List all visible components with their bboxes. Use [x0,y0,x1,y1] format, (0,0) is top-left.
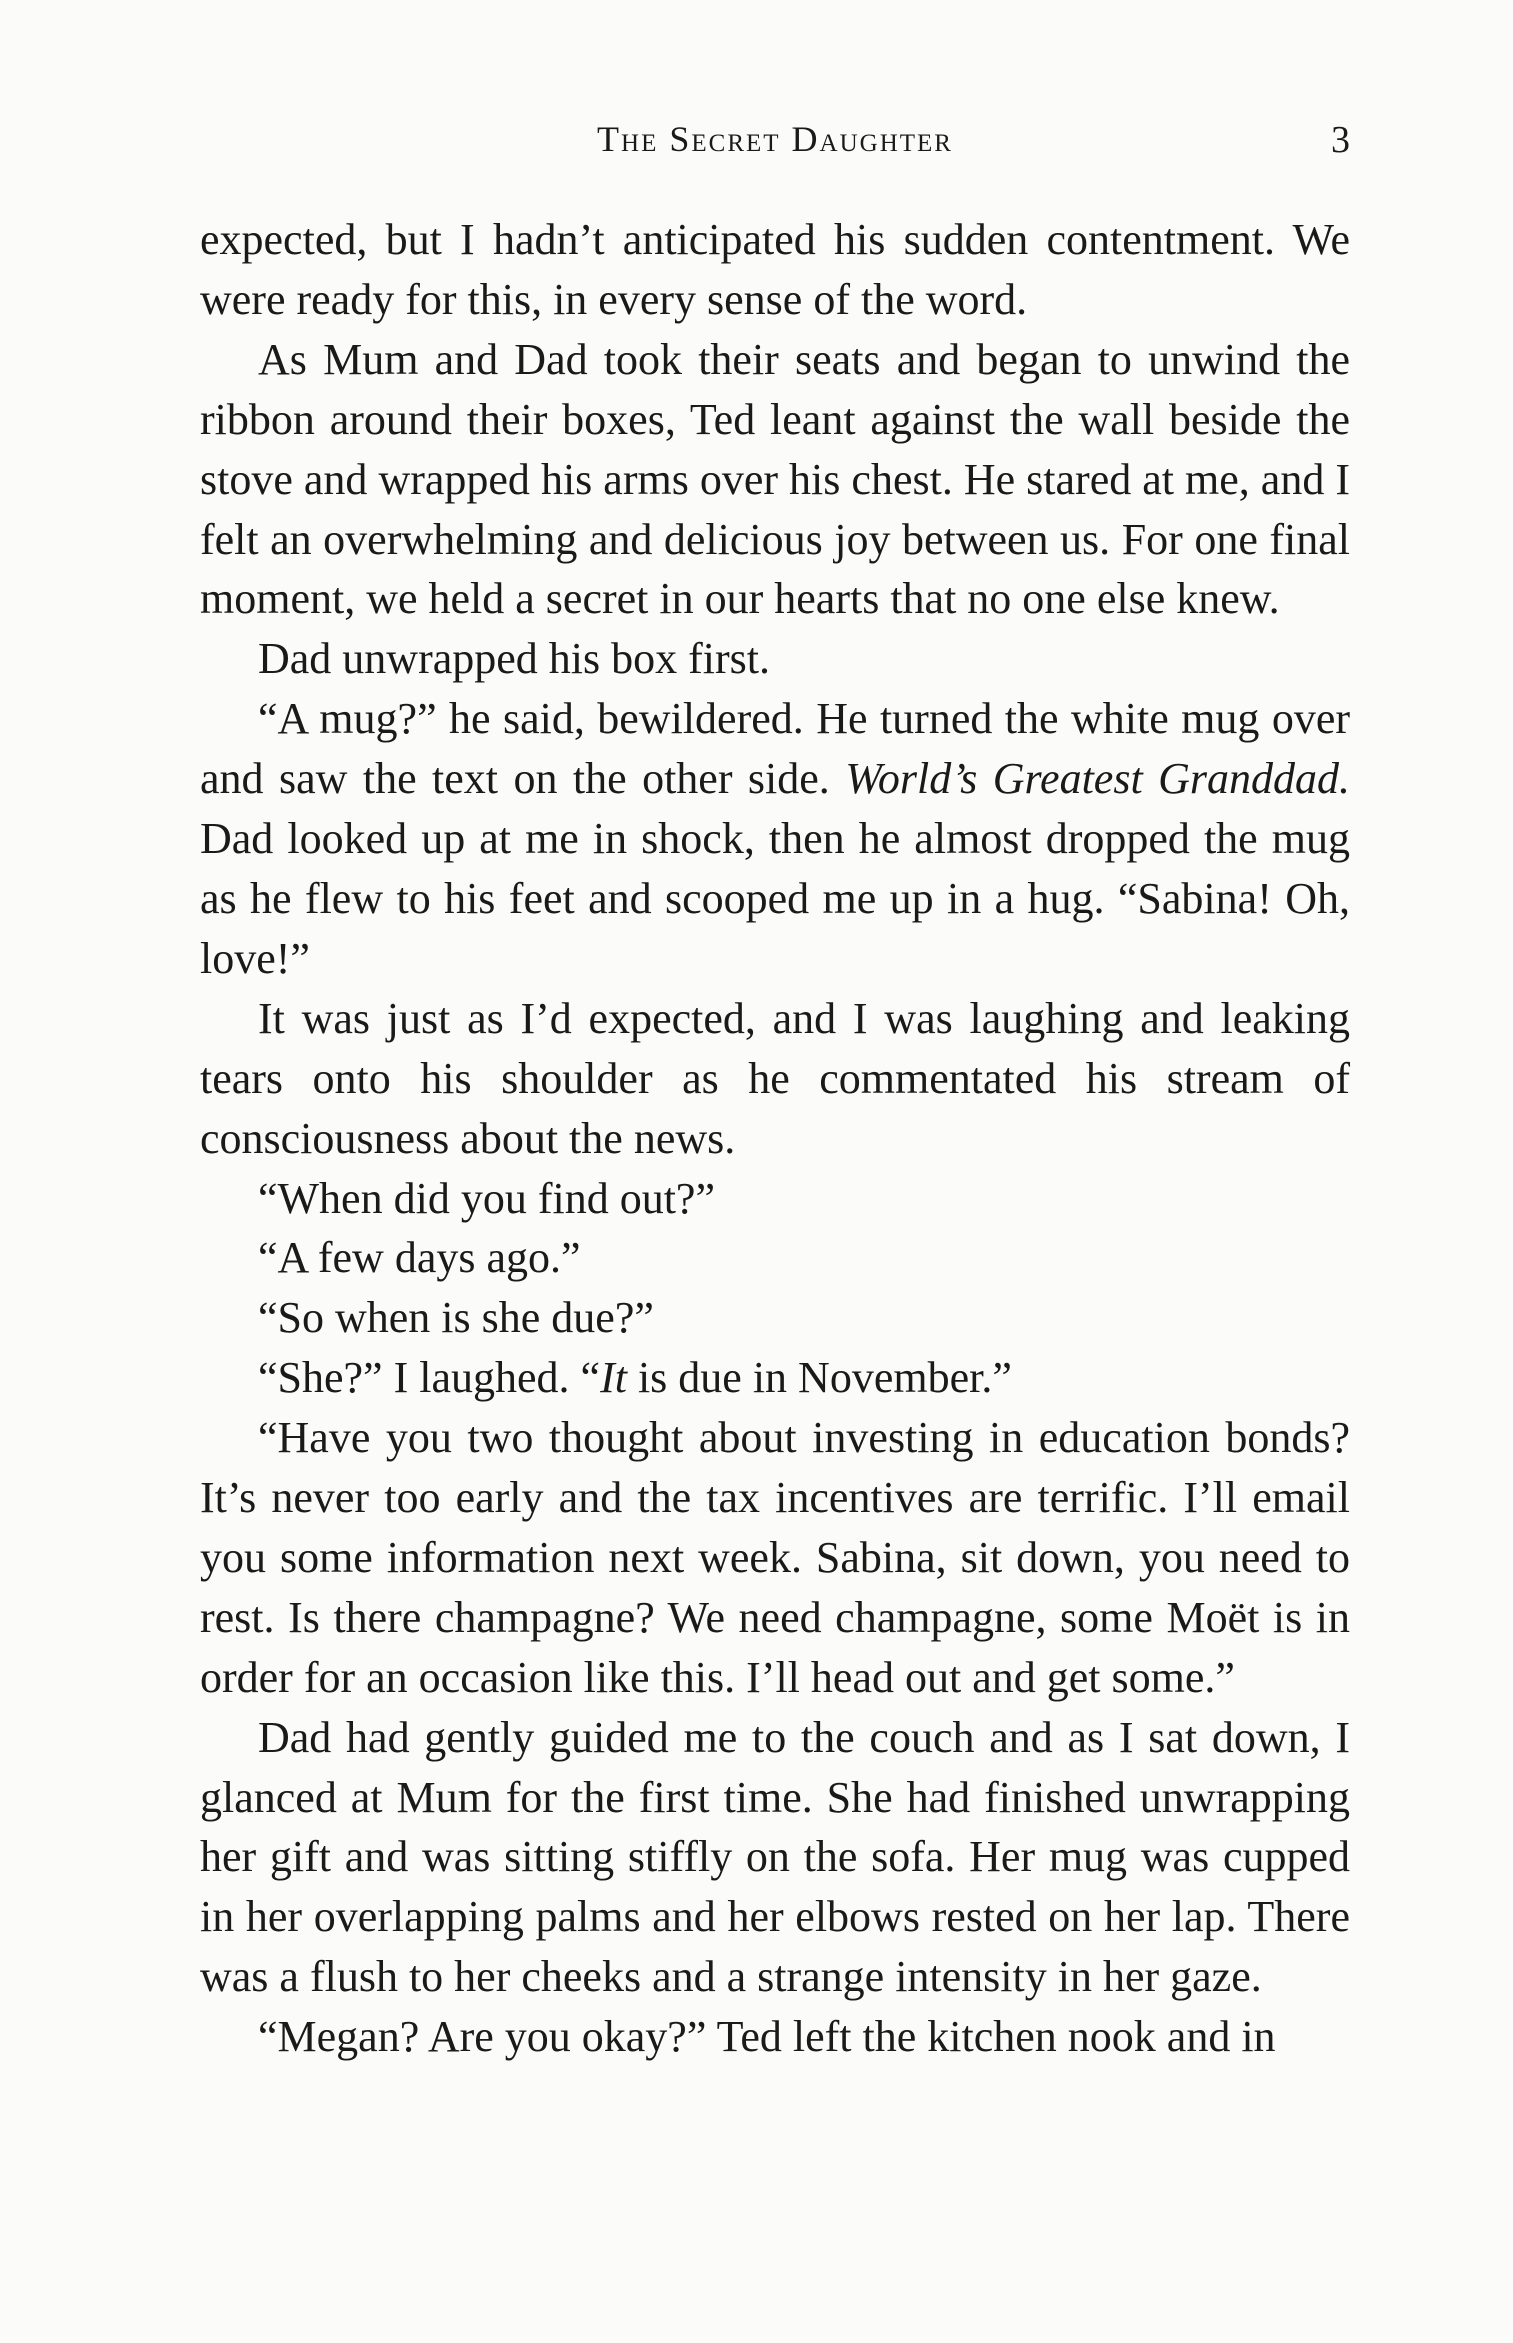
running-head [200,118,1350,168]
paragraph: Dad unwrapped his box first. [258,634,771,684]
paragraph [200,1348,1350,1408]
paragraph: It was just as I’d expected, and I was laughing and leaking tears onto his shoulder as he commentated his stream of consciousness about the news. [200,993,1350,1163]
paragraph: As Mum and Dad took their seats and began to unwind the ribbon around their boxes, Ted leant against the wall beside the stove and wrapped his arms over his chest. He stared at me, and I felt an overwhelming and delicious joy between us. For one final moment, we held a secret in our hearts that no one else knew. [200,334,1350,624]
paragraph: “So when is she due?” [258,1293,654,1343]
paragraph [200,689,1350,989]
paragraph-text: “She?” I laughed. “ [258,1353,601,1403]
page-number: 3 [1331,119,1350,161]
paragraph: “Megan? Are you okay?” Ted left the kitchen nook and in [258,2012,1276,2062]
paragraph: “When did you find out?” [258,1173,715,1223]
emphasis: It [600,1353,627,1403]
paragraph-text: is due in November.” [626,1353,1012,1403]
paragraph-text: “A mug?” he said, bewildered. He turned the white mug over and saw the text on the other side. [200,694,1350,804]
paragraph-text: Dad looked up at me in shock, then he almost dropped the mug as he flew to his feet and scooped me up in a hug. “Sabina! Oh, love!” [200,814,1350,983]
paragraph: “Have you two thought about investing in education bonds? It’s never too early and the tax incentives are terrific. I’ll email you some information next week. Sabina, sit down, you need to rest. Is there champagne? We need champagne, some Moët is in order for an occasion like this. I’ll head out and get some.” [200,1413,1350,1702]
paragraph: expected, but I hadn’t anticipated his sudden contentment. We were ready for this, in every sense of the word. [200,215,1350,324]
body-text [200,210,1350,2067]
mug-inscription: World’s Greatest Granddad. [845,754,1351,804]
running-title: The Secret Daughter [597,119,953,159]
paragraph: “A few days ago.” [258,1233,581,1283]
paragraph: Dad had gently guided me to the couch and as I sat down, I glanced at Mum for the first time. She had finished unwrapping her gift and was sitting stiffly on the sofa. Her mug was cupped in her overlapping palms and her elbows rested on her lap. There was a flush to her cheeks and a strange intensity in her gaze. [200,1712,1350,2002]
